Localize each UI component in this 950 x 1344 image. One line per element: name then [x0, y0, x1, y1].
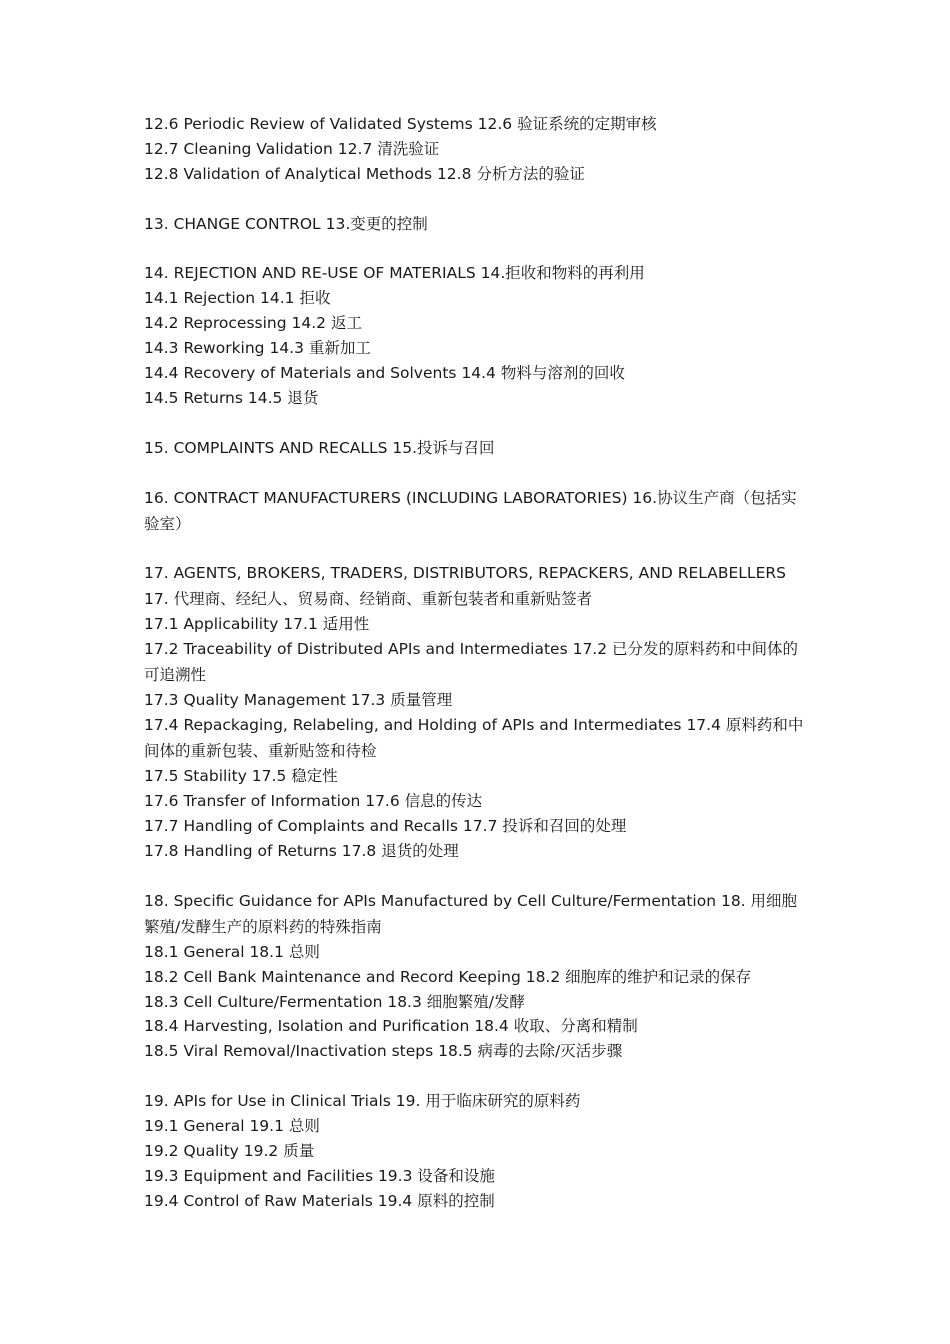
- toc-entry-18-5: 18.5 Viral Removal/Inactivation steps 18.5 病毒的去除/灭活步骤: [144, 1042, 623, 1061]
- toc-section-15: 15. COMPLAINTS AND RECALLS 15.投诉与召回: [144, 438, 495, 457]
- blank-line: [144, 187, 810, 212]
- toc-section-13: 13. CHANGE CONTROL 13.变更的控制: [144, 214, 428, 233]
- toc-section-19: 19. APIs for Use in Clinical Trials 19. 用于临床研究的原料药: [144, 1092, 581, 1111]
- document-body: [144, 112, 810, 1214]
- toc-entry-17-7: 17.7 Handling of Complaints and Recalls 17.7 投诉和召回的处理: [144, 817, 627, 836]
- toc-entry-19-3: 19.3 Equipment and Facilities 19.3 设备和设施: [144, 1166, 495, 1185]
- toc-section-14: 14. REJECTION AND RE-USE OF MATERIALS 14.拒收和物料的再利用: [144, 264, 645, 283]
- toc-entry-17-4: 17.4 Repackaging, Relabeling, and Holding of APIs and Intermediates 17.4 原料药和中间体的重新包装、重新贴签和待检: [144, 716, 804, 761]
- toc-section-18: 18. Specific Guidance for APIs Manufactured by Cell Culture/Fermentation 18. 用细胞繁殖/发酵生产的原料药的特殊指南: [144, 891, 798, 936]
- toc-entry-12-8: 12.8 Validation of Analytical Methods 12.8 分析方法的验证: [144, 164, 585, 183]
- toc-entry-18-1: 18.1 General 18.1 总则: [144, 942, 320, 961]
- toc-entry-17-1: 17.1 Applicability 17.1 适用性: [144, 615, 370, 634]
- toc-entry-12-7: 12.7 Cleaning Validation 12.7 清洗验证: [144, 139, 440, 158]
- toc-section-17: 17. AGENTS, BROKERS, TRADERS, DISTRIBUTORS, REPACKERS, AND RELABELLERS 17. 代理商、经纪人、贸易商、经销商、重新包装者和重新贴签者: [144, 564, 786, 609]
- toc-entry-18-2: 18.2 Cell Bank Maintenance and Record Keeping 18.2 细胞库的维护和记录的保存: [144, 967, 752, 986]
- toc-entry-17-2: 17.2 Traceability of Distributed APIs and Intermediates 17.2 已分发的原料药和中间体的可追溯性: [144, 640, 799, 685]
- toc-entry-17-8: 17.8 Handling of Returns 17.8 退货的处理: [144, 841, 459, 860]
- toc-entry-18-3: 18.3 Cell Culture/Fermentation 18.3 细胞繁殖/发酵: [144, 992, 525, 1011]
- blank-line: [144, 461, 810, 486]
- toc-entry-14-4: 14.4 Recovery of Materials and Solvents 14.4 物料与溶剂的回收: [144, 364, 625, 383]
- toc-entry-19-2: 19.2 Quality 19.2 质量: [144, 1141, 315, 1160]
- blank-line: [144, 1064, 810, 1089]
- toc-entry-18-4: 18.4 Harvesting, Isolation and Purification 18.4 收取、分离和精制: [144, 1017, 638, 1036]
- blank-line: [144, 537, 810, 562]
- toc-entry-17-3: 17.3 Quality Management 17.3 质量管理: [144, 691, 453, 710]
- toc-entry-14-1: 14.1 Rejection 14.1 拒收: [144, 289, 331, 308]
- toc-entry-17-5: 17.5 Stability 17.5 稳定性: [144, 767, 338, 786]
- toc-entry-14-3: 14.3 Reworking 14.3 重新加工: [144, 339, 371, 358]
- toc-entry-14-5: 14.5 Returns 14.5 退货: [144, 388, 319, 407]
- toc-entry-17-6: 17.6 Transfer of Information 17.6 信息的传达: [144, 792, 483, 811]
- blank-line: [144, 864, 810, 889]
- blank-line: [144, 237, 810, 262]
- toc-entry-19-4: 19.4 Control of Raw Materials 19.4 原料的控制: [144, 1191, 495, 1210]
- blank-line: [144, 411, 810, 436]
- toc-entry-12-6: 12.6 Periodic Review of Validated Systems 12.6 验证系统的定期审核: [144, 115, 657, 133]
- toc-entry-19-1: 19.1 General 19.1 总则: [144, 1117, 320, 1136]
- toc-section-16: 16. CONTRACT MANUFACTURERS (INCLUDING LABORATORIES) 16.协议生产商（包括实验室）: [144, 488, 797, 533]
- toc-entry-14-2: 14.2 Reprocessing 14.2 返工: [144, 314, 362, 333]
